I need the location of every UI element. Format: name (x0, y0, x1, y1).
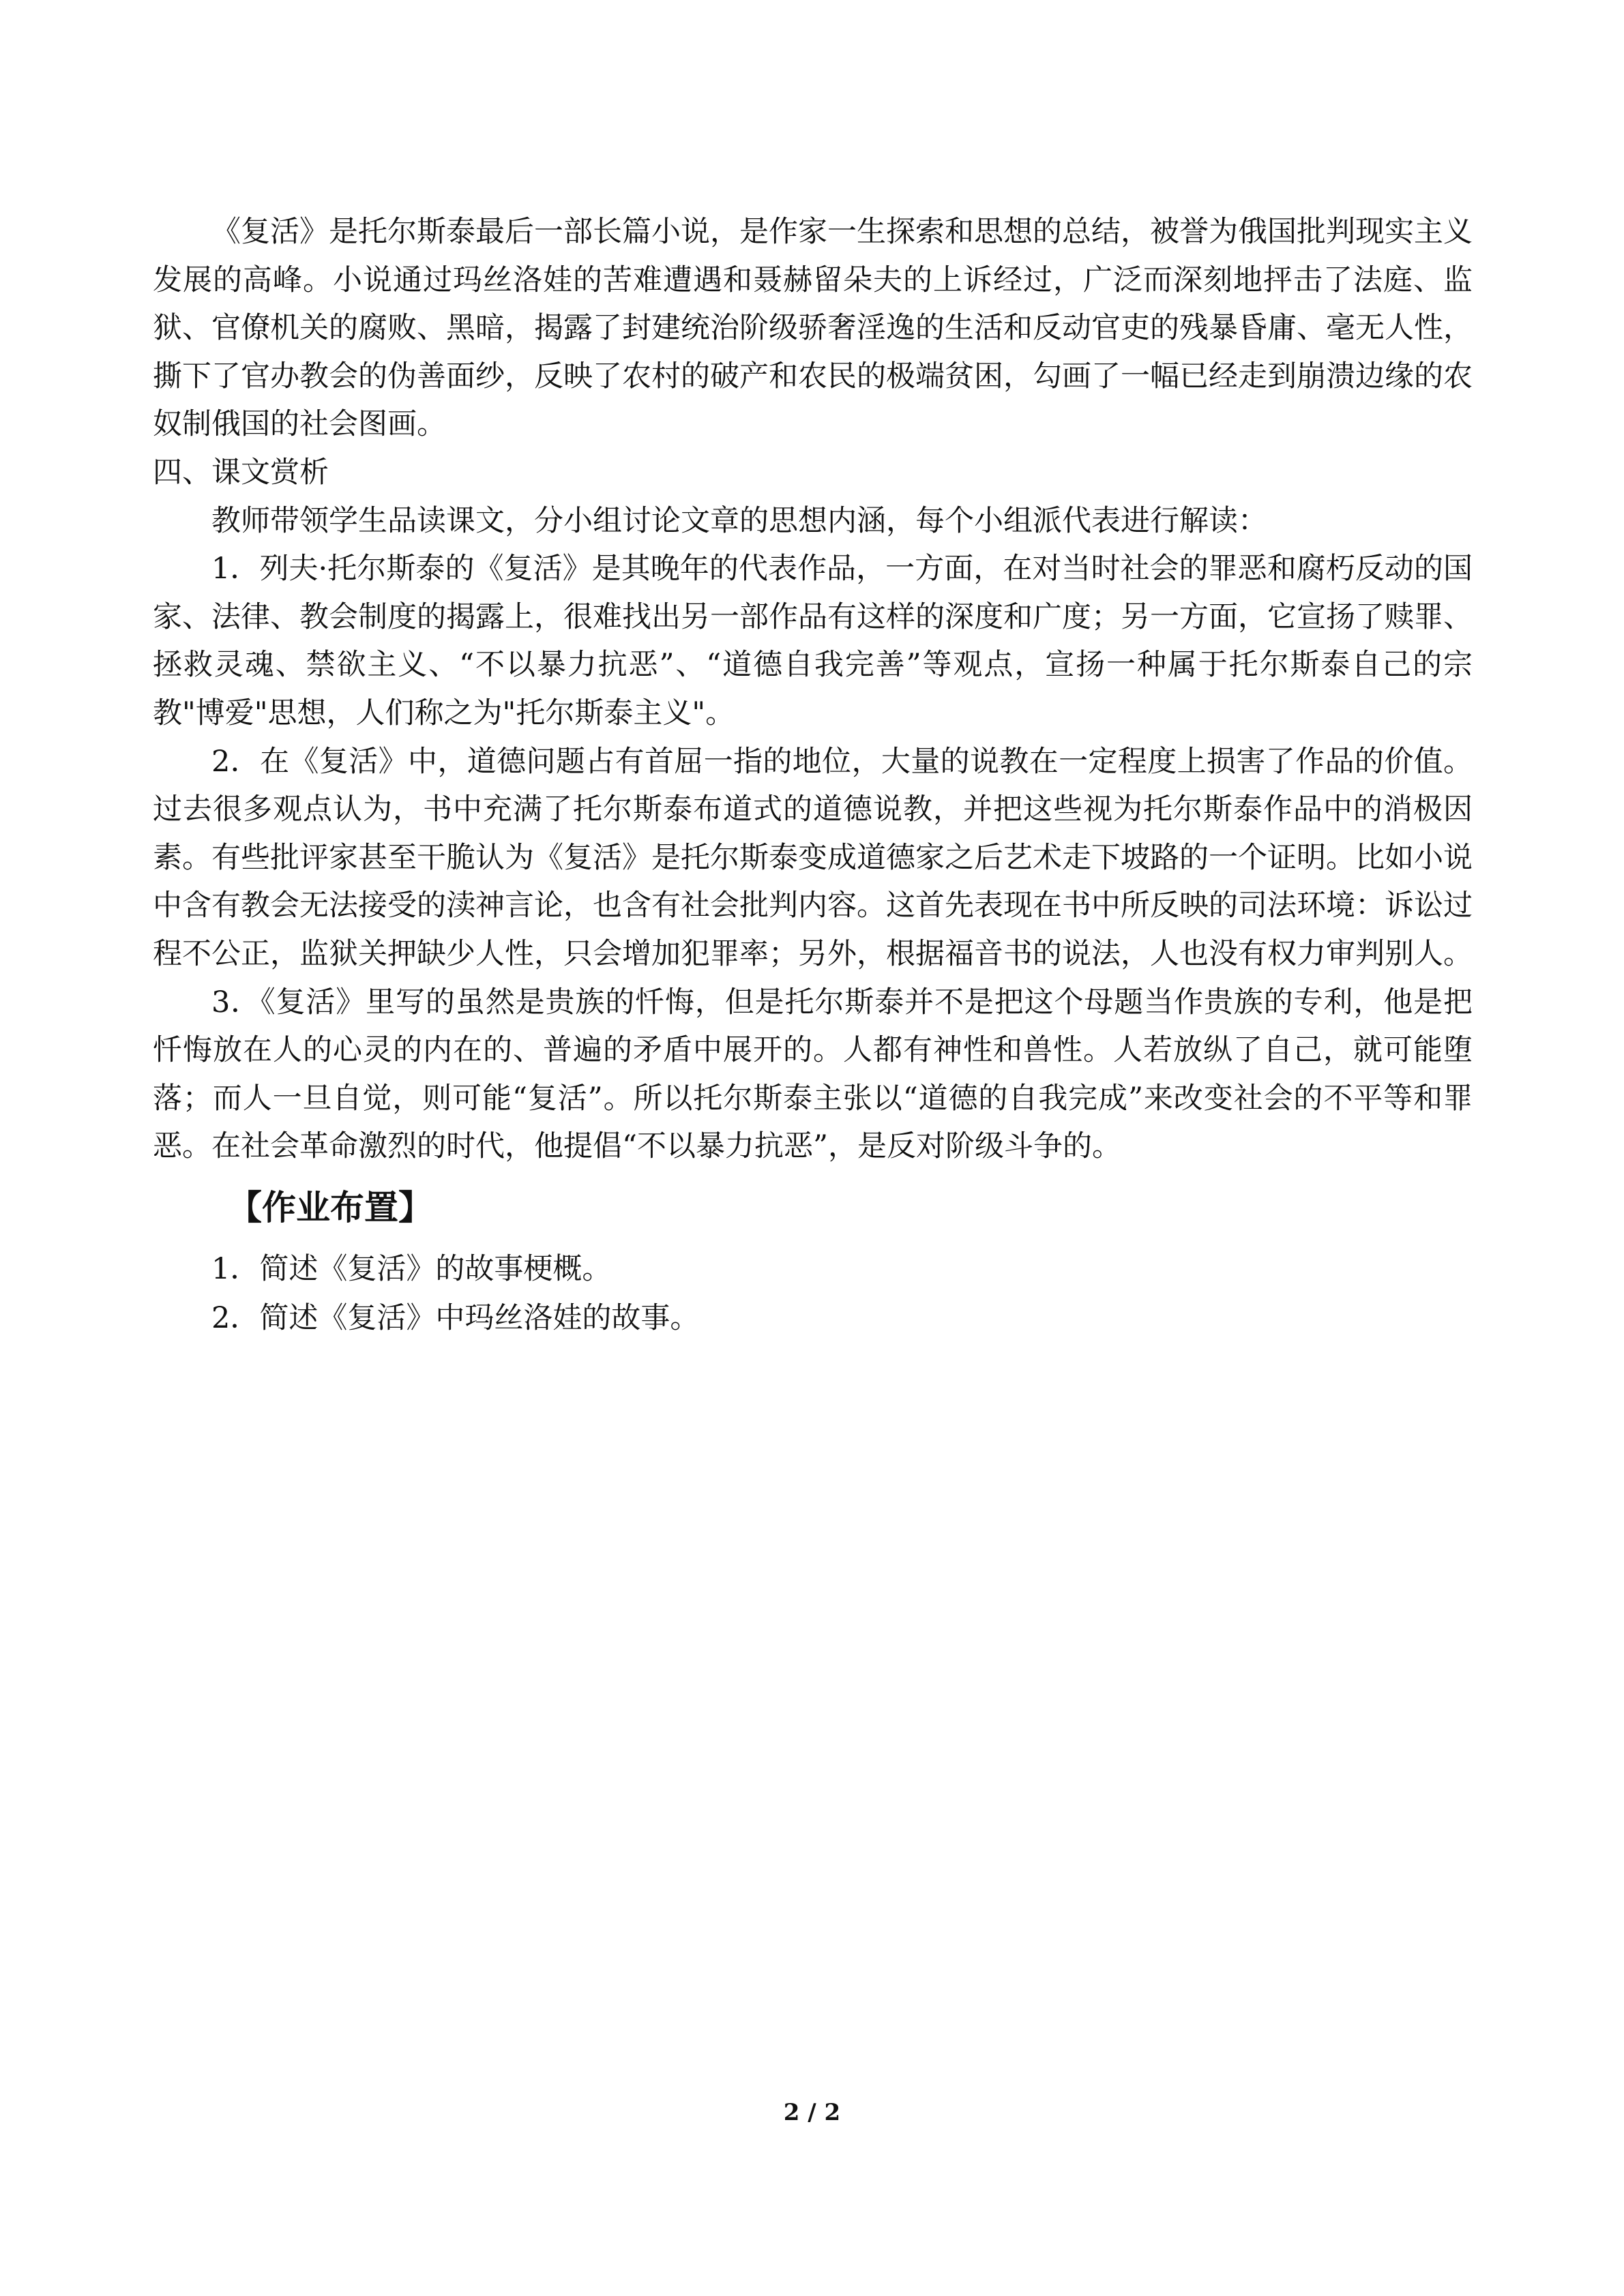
analysis-point-1: 1．列夫·托尔斯泰的《复活》是其晚年的代表作品，一方面，在对当时社会的罪恶和腐朽反动的国家、法律、教会制度的揭露上，很难找出另一部作品有这样的深度和广度；另一方面，它宣扬了赎罪、拯救灵魂、禁欲主义、“不以暴力抗恶”、“道德自我完善”等观点，宣扬一种属于托尔斯泰自己的宗教"博爱"思想，人们称之为"托尔斯泰主义"。 (153, 552, 1473, 730)
analysis-point-2: 2．在《复活》中，道德问题占有首屈一指的地位，大量的说教在一定程度上损害了作品的价值。过去很多观点认为，书中充满了托尔斯泰布道式的道德说教，并把这些视为托尔斯泰作品中的消极因素。有些批评家甚至干脆认为《复活》是托尔斯泰变成道德家之后艺术走下坡路的一个证明。比如小说中含有教会无法接受的渎神言论，也含有社会批判内容。这首先表现在书中所反映的司法环境：诉讼过程不公正，监狱关押缺少人性，只会增加犯罪率；另外，根据福音书的说法，人也没有权力审判别人。 (153, 744, 1473, 971)
homework-item-1: 1．简述《复活》的故事梗概。 (211, 1251, 612, 1286)
homework-item-2: 2．简述《复活》中玛丝洛娃的故事。 (211, 1300, 700, 1335)
document-body (153, 208, 1473, 1343)
page-number: 2 / 2 (783, 2099, 841, 2126)
analysis-point-3: 3．《复活》里写的虽然是贵族的忏悔，但是托尔斯泰并不是把这个母题当作贵族的专利，他是把忏悔放在人的心灵的内在的、普遍的矛盾中展开的。人都有神性和兽性。人若放纵了自己，就可能堕落；而人一旦自觉，则可能“复活”。所以托尔斯泰主张以“道德的自我完成”来改变社会的不平等和罪恶。在社会革命激烈的时代，他提倡“不以暴力抗恶”，是反对阶级斗争的。 (153, 985, 1473, 1164)
homework-title: 【作业布置】 (228, 1187, 432, 1227)
intro-paragraph: 《复活》是托尔斯泰最后一部长篇小说，是作家一生探索和思想的总结，被誉为俄国批判现实主义发展的高峰。小说通过玛丝洛娃的苦难遭遇和聂赫留朵夫的上诉经过，广泛而深刻地抨击了法庭、监狱、官僚机关的腐败、黑暗，揭露了封建统治阶级骄奢淫逸的生活和反动官吏的残暴昏庸、毫无人性，撕下了官办教会的伪善面纱，反映了农村的破产和农民的极端贫困，勾画了一幅已经走到崩溃边缘的农奴制俄国的社会图画。 (153, 215, 1473, 442)
teacher-instruction: 教师带领学生品读课文，分小组讨论文章的思想内涵，每个小组派代表进行解读： (211, 503, 1267, 538)
section-heading-appreciation: 四、课文赏析 (153, 455, 329, 490)
